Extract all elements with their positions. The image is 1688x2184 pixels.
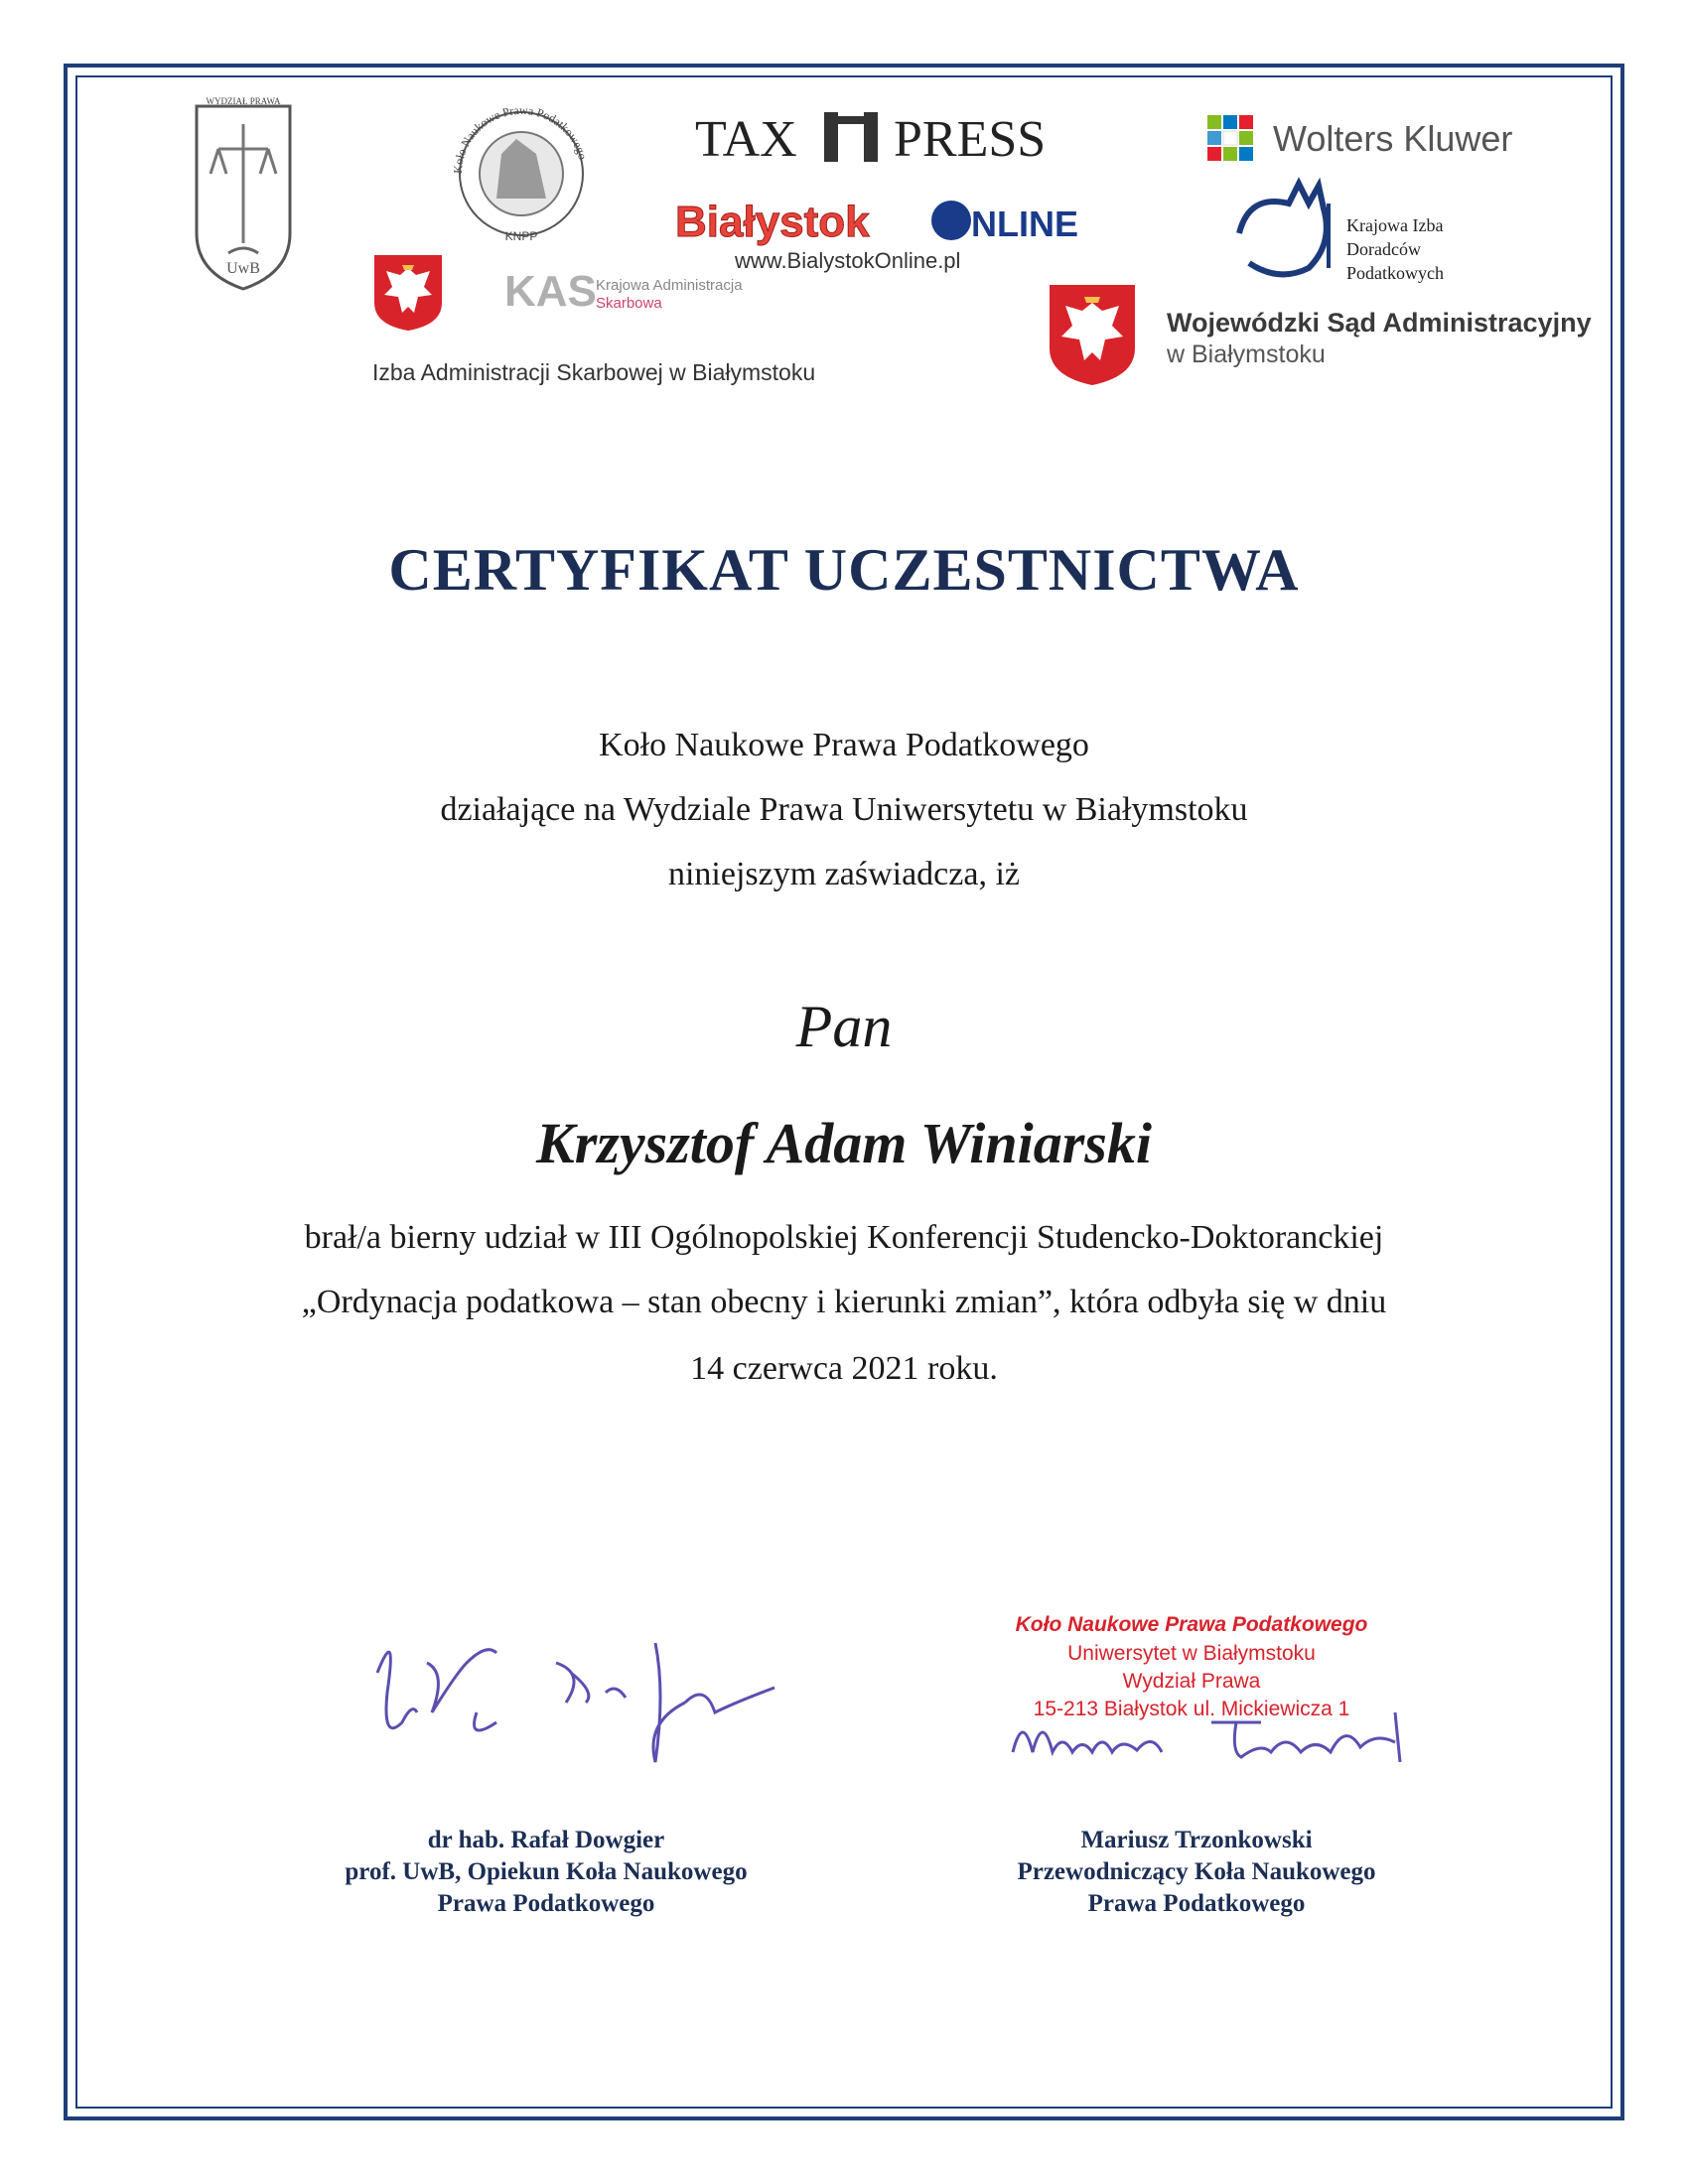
intro-line-1: Koło Naukowe Prawa Podatkowego — [599, 727, 1089, 763]
svg-text:UwB: UwB — [226, 260, 260, 277]
svg-text:PRESS: PRESS — [894, 111, 1047, 168]
svg-text:WYDZIAŁ PRAWA: WYDZIAŁ PRAWA — [206, 96, 281, 106]
body-line-3: 14 czerwca 2021 roku. — [690, 1350, 998, 1387]
signatory-right — [899, 1825, 1494, 1920]
signatory-left-name: dr hab. Rafał Dowgier — [427, 1827, 665, 1853]
svg-text:NLINE: NLINE — [971, 204, 1078, 244]
polish-eagle-emblem-wsa — [1048, 283, 1137, 387]
svg-text:Skarbowa: Skarbowa — [596, 295, 662, 312]
svg-text:Podatkowych: Podatkowych — [1346, 263, 1444, 283]
izba-administracji-skarbowej-label: Izba Administracji Skarbowej w Białymstoku — [372, 359, 816, 385]
svg-text:Krajowa Izba: Krajowa Izba — [1346, 215, 1444, 235]
polish-eagle-emblem — [372, 253, 444, 333]
signatory-left-role: prof. UwB, Opiekun Koła Naukowego — [345, 1858, 748, 1885]
signatory-left-role-2: Prawa Podatkowego — [437, 1890, 655, 1917]
signatory-left — [248, 1825, 844, 1920]
wsa-city: w Białymstoku — [1167, 341, 1326, 368]
salutation: Pan — [795, 994, 893, 1059]
certificate-title: CERTYFIKAT UCZESTNICTWA — [388, 537, 1300, 603]
signatory-right-role-2: Prawa Podatkowego — [1087, 1890, 1306, 1917]
stamp-line-1: Koło Naukowe Prawa Podatkowego — [1015, 1613, 1368, 1636]
stamp-line-2: Uniwersytet w Białymstoku — [1067, 1642, 1316, 1665]
stamp-line-3: Wydział Prawa — [1122, 1670, 1261, 1693]
svg-text:TAX: TAX — [695, 111, 797, 168]
stamp-line-4: 15-213 Białystok ul. Mickiewicza 1 — [1033, 1698, 1350, 1720]
svg-text:www.BialystokOnline.pl: www.BialystokOnline.pl — [735, 248, 961, 273]
certificate-border-inner — [75, 75, 1613, 2109]
svg-text:KAS: KAS — [504, 267, 597, 316]
wydzial-prawa-logo — [189, 94, 298, 293]
kidp-logo — [1219, 174, 1537, 293]
svg-text:KNPP: KNPP — [504, 229, 538, 243]
signatory-right-role: Przewodniczący Koła Naukowego — [1017, 1858, 1376, 1885]
participant-name: Krzysztof Adam Winiarski — [536, 1111, 1152, 1175]
svg-text:Krajowa Administracja: Krajowa Administracja — [596, 277, 743, 294]
bialystok-online-logo — [675, 189, 1122, 278]
svg-text:Koło Naukowe Prawa Podatkowego: Koło Naukowe Prawa Podatkowego — [450, 102, 591, 175]
intro-line-3: niniejszym zaświadcza, iż — [667, 856, 1020, 892]
svg-text:Wolters Kluwer: Wolters Kluwer — [1273, 118, 1513, 159]
svg-text:Doradców: Doradców — [1346, 239, 1421, 259]
wolters-kluwer-logo — [1203, 109, 1561, 169]
body-line-2: „Ordynacja podatkowa – stan obecny i kierunki zmian”, która odbyła się w dniu — [301, 1284, 1387, 1320]
signature-left — [357, 1603, 794, 1782]
knpp-logo — [442, 99, 601, 248]
intro-line-2: działające na Wydziale Prawa Uniwersytetu w Białymstoku — [440, 791, 1248, 828]
wsa-name: Wojewódzki Sąd Administracyjny — [1167, 308, 1592, 338]
body-line-1: brał/a bierny udział w III Ogólnopolskiej Konferencji Studencko-Doktoranckiej — [304, 1219, 1384, 1256]
signature-right — [1003, 1693, 1420, 1782]
signatory-right-name: Mariusz Trzonkowski — [1080, 1827, 1313, 1853]
taxpress-logo — [695, 104, 1072, 174]
svg-text:Białystok: Białystok — [675, 198, 870, 246]
